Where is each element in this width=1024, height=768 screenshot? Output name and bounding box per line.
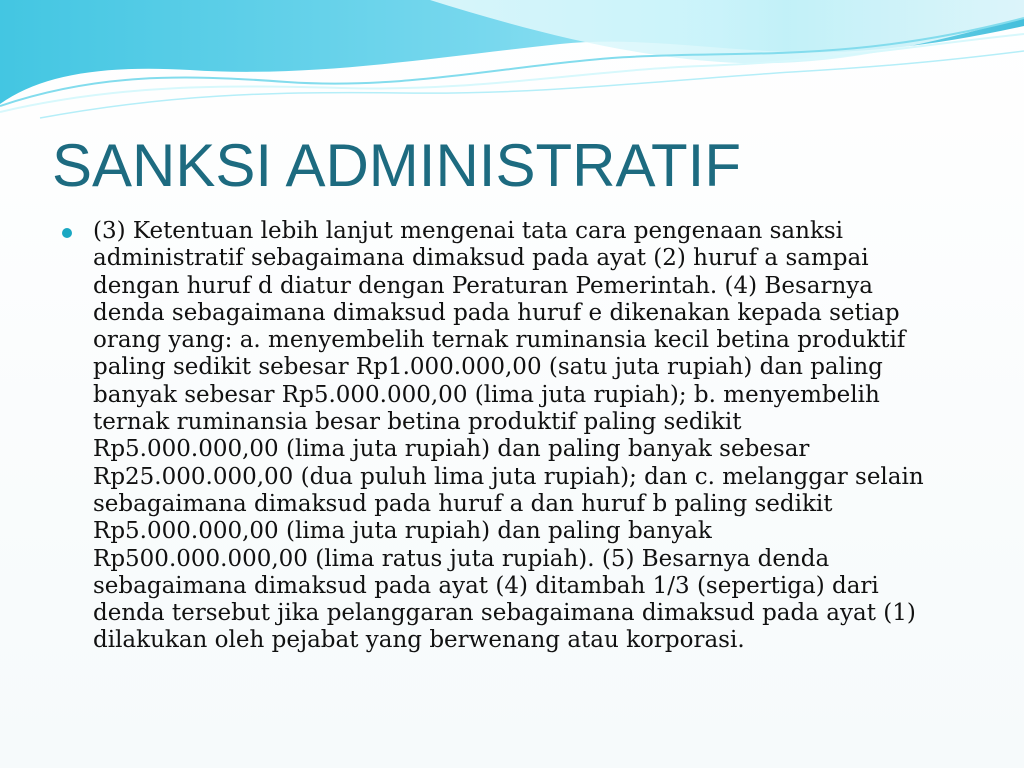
bullet-list-item (62, 218, 962, 655)
slide-content-list (62, 218, 962, 655)
bullet-icon (62, 228, 72, 238)
header-wave-decoration (0, 0, 1024, 120)
slide-title: SANKSI ADMINISTRATIF (52, 132, 741, 199)
bullet-paragraph: (3) Ketentuan lebih lanjut mengenai tata cara pengenaan sanksi administratif sebagaimana dimaksud pada ayat (2) huruf a sampai dengan huruf d diatur dengan Peraturan Pemerintah. (4) Besarnya denda sebagaimana dimaksud pada huruf e dikenakan kepada setiap orang yang: a. menyembelih ternak ruminansia kecil betina produktif paling sedikit sebesar Rp1.000.000,00 (satu juta rupiah) dan paling banyak sebesar Rp5.000.000,00 (lima juta rupiah); b. menyembelih ternak ruminansia besar betina produktif paling sedikit Rp5.000.000,00 (lima juta rupiah) dan paling banyak sebesar Rp25.000.000,00 (dua puluh lima juta rupiah); dan c. melanggar selain sebagaimana dimaksud pada huruf a dan huruf b paling sedikit Rp5.000.000,00 (lima juta rupiah) dan paling banyak Rp500.000.000,00 (lima ratus juta rupiah). (5) Besarnya denda sebagaimana dimaksud pada ayat (4) ditambah 1/3 (sepertiga) dari denda tersebut jika pelanggaran sebagaimana dimaksud pada ayat (1) dilakukan oleh pejabat yang berwenang atau korporasi. (93, 218, 924, 654)
